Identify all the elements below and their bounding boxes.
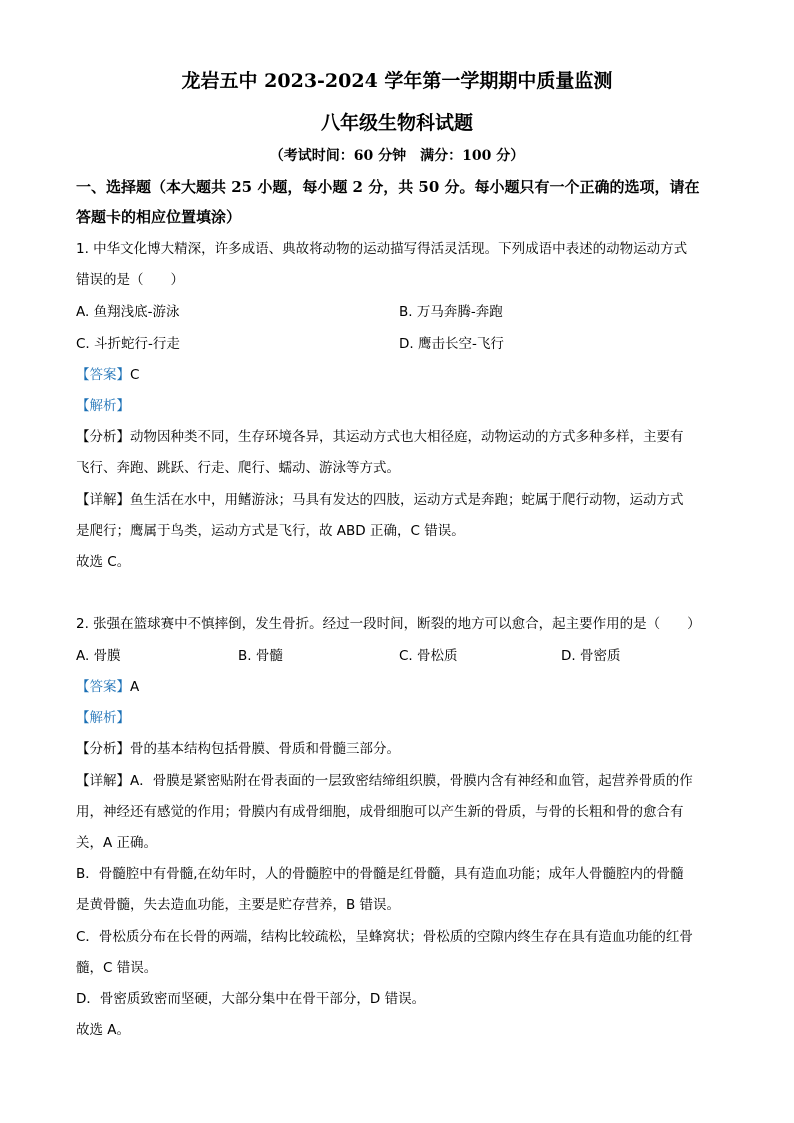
q2-xiangjie-b2: 是黄骨髓，失去造血功能，主要是贮存营养，B 错误。 [76,897,401,913]
xiangjie-tag: 【详解】 [76,773,130,789]
q1-analysis-tag: 【解析】 [76,398,130,414]
q1-fenxi-line2: 飞行、奔跑、跳跃、行走、爬行、蠕动、游泳等方式。 [76,460,400,476]
fenxi-text: 骨的基本结构包括骨膜、骨质和骨髓三部分。 [130,741,400,757]
q1-stem-line2: 错误的是（ ） [76,272,184,288]
xiangjie-text: 鱼生活在水中，用鳍游泳；马具有发达的四肢，运动方式是奔跑；蛇属于爬行动物，运动方式 [130,492,684,508]
fenxi-tag: 【分析】 [76,741,130,757]
q2-xiangjie-c1: C．骨松质分布在长骨的两端，结构比较疏松，呈蜂窝状；骨松质的空隙内终生存在具有造血功能的红骨 [76,929,693,945]
q2-xiangjie-d1: D．骨密质致密而坚硬，大部分集中在骨干部分，D 错误。 [76,991,426,1007]
xiangjie-tag: 【详解】 [76,492,130,508]
q2-xiangjie-b1: B．骨髓腔中有骨髓,在幼年时，人的骨髓腔中的骨髓是红骨髓，具有造血功能；成年人骨髓腔内的骨髓 [76,866,684,882]
answer-tag: 【答案】 [76,367,130,383]
q1-xiangjie-line2: 是爬行；鹰属于鸟类，运动方式是飞行，故 ABD 正确，C 错误。 [76,523,465,539]
q1-option-d: D. 鹰击长空-飞行 [399,336,504,352]
q2-option-d: D. 骨密质 [561,648,621,664]
q1-option-c: C. 斗折蛇行-行走 [76,336,180,352]
q1-option-a: A. 鱼翔浅底-游泳 [76,304,180,320]
answer-tag: 【答案】 [76,679,130,695]
q1-conclusion: 故选 C。 [76,554,131,570]
q1-option-b: B. 万马奔腾-奔跑 [399,304,503,320]
q1-answer [76,366,139,384]
q2-conclusion: 故选 A。 [76,1022,131,1038]
q2-option-b: B. 骨髓 [238,648,283,664]
q2-xiangjie-c2: 髓，C 错误。 [76,960,158,976]
exam-info: （考试时间：60 分钟 满分：100 分） [269,148,525,164]
q2-xiangjie-a3: 关，A 正确。 [76,835,158,851]
answer-value: C [130,367,140,383]
q1-fenxi-line1 [76,428,684,446]
section-heading-line2: 答题卡的相应位置填涂） [76,208,242,226]
exam-subtitle: 八年级生物科试题 [320,112,473,134]
answer-value: A [130,679,140,695]
fenxi-tag: 【分析】 [76,429,130,445]
q2-analysis-tag: 【解析】 [76,710,130,726]
exam-title: 龙岩五中 2023-2024 学年第一学期期中质量监测 [181,70,613,92]
q2-option-c: C. 骨松质 [399,648,458,664]
q2-xiangjie-a1 [76,772,693,790]
q2-option-a: A. 骨膜 [76,648,121,664]
xiangjie-text: A．骨膜是紧密贴附在骨表面的一层致密结缔组织膜，骨膜内含有神经和血管，起营养骨质的作 [130,773,693,789]
q2-fenxi-line1 [76,740,400,758]
q2-answer [76,678,139,696]
q1-stem-line1: 1. 中华文化博大精深，许多成语、典故将动物的运动描写得活灵活现。下列成语中表述的动物运动方式 [76,241,688,257]
section-heading-line1: 一、选择题（本大题共 25 小题，每小题 2 分，共 50 分。每小题只有一个正确的选项，请在 [76,178,700,196]
q2-stem-line1: 2. 张强在篮球赛中不慎摔倒，发生骨折。经过一段时间，断裂的地方可以愈合，起主要作用的是（ ） [76,616,701,632]
fenxi-text: 动物因种类不同，生存环境各异，其运动方式也大相径庭，动物运动的方式多种多样，主要有 [130,429,684,445]
q1-xiangjie-line1 [76,491,684,509]
q2-xiangjie-a2: 用，神经还有感觉的作用；骨膜内有成骨细胞，成骨细胞可以产生新的骨质，与骨的长粗和骨的愈合有 [76,804,684,820]
